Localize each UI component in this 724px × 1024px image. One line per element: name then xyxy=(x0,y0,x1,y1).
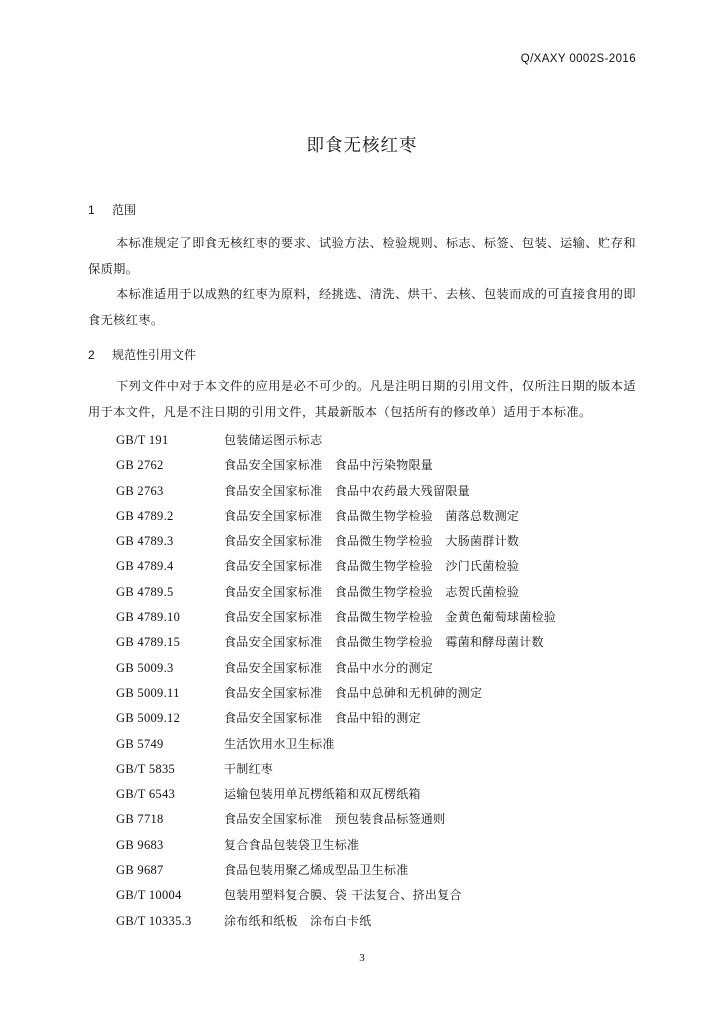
reference-name: 食品安全国家标准 食品微生物学检验 菌落总数测定 xyxy=(224,508,520,523)
reference-name: 食品安全国家标准 预包装食品标签通则 xyxy=(224,812,446,827)
reference-name: 食品安全国家标准 食品中污染物限量 xyxy=(224,458,434,473)
reference-name: 食品安全国家标准 食品微生物学检验 沙门氏菌检验 xyxy=(224,559,520,574)
reference-row xyxy=(116,605,636,630)
reference-code: GB 2763 xyxy=(116,483,164,498)
reference-code: GB 4789.15 xyxy=(116,635,181,650)
document-title: 即食无核红枣 xyxy=(306,136,418,156)
reference-code: GB 4789.4 xyxy=(116,559,174,574)
reference-code: GB/T 6543 xyxy=(116,787,176,802)
reference-name: 食品安全国家标准 食品微生物学检验 大肠菌群计数 xyxy=(224,534,520,549)
reference-name: 涂布纸和纸板 涂布白卡纸 xyxy=(224,913,372,928)
normative-references-paragraph: 下列文件中对于本文件的应用是必不可少的。凡是注明日期的引用文件，仅所注日期的版本适用于本文件，凡是不注日期的引用文件，其最新版本（包括所有的修改单）适用于本标准。 xyxy=(88,379,636,419)
reference-row xyxy=(116,681,636,706)
reference-list xyxy=(116,428,636,934)
reference-code: GB/T 5835 xyxy=(116,761,176,776)
reference-name: 食品安全国家标准 食品微生物学检验 霉菌和酵母菌计数 xyxy=(224,635,544,650)
reference-code: GB 9683 xyxy=(116,837,164,852)
reference-name: 复合食品包装袋卫生标准 xyxy=(224,837,360,852)
section-number: 2 xyxy=(88,348,95,362)
reference-name: 食品安全国家标准 食品微生物学检验 志贺氏菌检验 xyxy=(224,584,520,599)
reference-code: GB 4789.3 xyxy=(116,534,174,549)
reference-name: 包装储运图示标志 xyxy=(224,433,323,447)
section-number: 1 xyxy=(88,203,95,217)
reference-row xyxy=(116,883,636,908)
reference-code: GB 2762 xyxy=(116,458,164,473)
reference-name: 运输包装用单瓦楞纸箱和双瓦楞纸箱 xyxy=(224,787,421,802)
document-code: Q/XAXY 0002S-2016 xyxy=(520,53,636,65)
reference-name: 包装用塑料复合膜、袋 干法复合、挤出复合 xyxy=(224,888,462,903)
reference-code: GB 5009.12 xyxy=(116,711,181,726)
reference-code: GB 5009.11 xyxy=(116,685,180,700)
reference-code: GB 4789.5 xyxy=(116,584,174,599)
reference-row xyxy=(116,807,636,832)
reference-name: 食品安全国家标准 食品微生物学检验 金黄色葡萄球菌检验 xyxy=(224,610,557,625)
reference-row xyxy=(116,580,636,605)
reference-row xyxy=(116,757,636,782)
reference-name: 食品安全国家标准 食品中水分的测定 xyxy=(224,660,434,675)
reference-name: 生活饮用水卫生标准 xyxy=(224,736,335,751)
header-rule xyxy=(88,75,636,76)
reference-row xyxy=(116,504,636,529)
reference-code: GB/T 10335.3 xyxy=(116,913,192,928)
section-title: 范围 xyxy=(112,203,137,217)
section-1-heading xyxy=(88,201,136,218)
page-number: 3 xyxy=(359,952,365,964)
reference-code: GB 4789.10 xyxy=(116,610,181,625)
reference-row xyxy=(116,706,636,731)
reference-code: GB 5009.3 xyxy=(116,660,174,675)
section-2-heading xyxy=(88,346,196,363)
reference-row xyxy=(116,909,636,934)
reference-name: 食品安全国家标准 食品中总砷和无机砷的测定 xyxy=(224,685,483,700)
reference-row xyxy=(116,833,636,858)
reference-code: GB/T 191 xyxy=(116,433,169,447)
reference-row xyxy=(116,656,636,681)
reference-row xyxy=(116,732,636,757)
reference-row xyxy=(116,479,636,504)
reference-row xyxy=(116,554,636,579)
reference-code: GB 5749 xyxy=(116,736,164,751)
reference-code: GB/T 10004 xyxy=(116,888,182,903)
reference-row xyxy=(116,630,636,655)
scope-paragraph-2: 本标准适用于以成熟的红枣为原料，经挑选、清洗、烘干、去核、包装而成的可直接食用的即食无核红枣。 xyxy=(88,287,636,327)
reference-name: 干制红枣 xyxy=(224,761,274,776)
reference-code: GB 4789.2 xyxy=(116,508,174,523)
reference-code: GB 7718 xyxy=(116,812,164,827)
reference-row xyxy=(116,782,636,807)
reference-name: 食品安全国家标准 食品中农药最大残留限量 xyxy=(224,483,471,498)
reference-row xyxy=(116,858,636,883)
reference-name: 食品包装用聚乙烯成型品卫生标准 xyxy=(224,863,409,878)
reference-row xyxy=(116,529,636,554)
scope-paragraph-1: 本标准规定了即食无核红枣的要求、试验方法、检验规则、标志、标签、包装、运输、贮存和保质期。 xyxy=(88,236,636,276)
reference-row xyxy=(116,428,636,453)
reference-code: GB 9687 xyxy=(116,863,164,878)
reference-row xyxy=(116,453,636,478)
reference-name: 食品安全国家标准 食品中铅的测定 xyxy=(224,711,421,726)
section-title: 规范性引用文件 xyxy=(112,348,197,362)
